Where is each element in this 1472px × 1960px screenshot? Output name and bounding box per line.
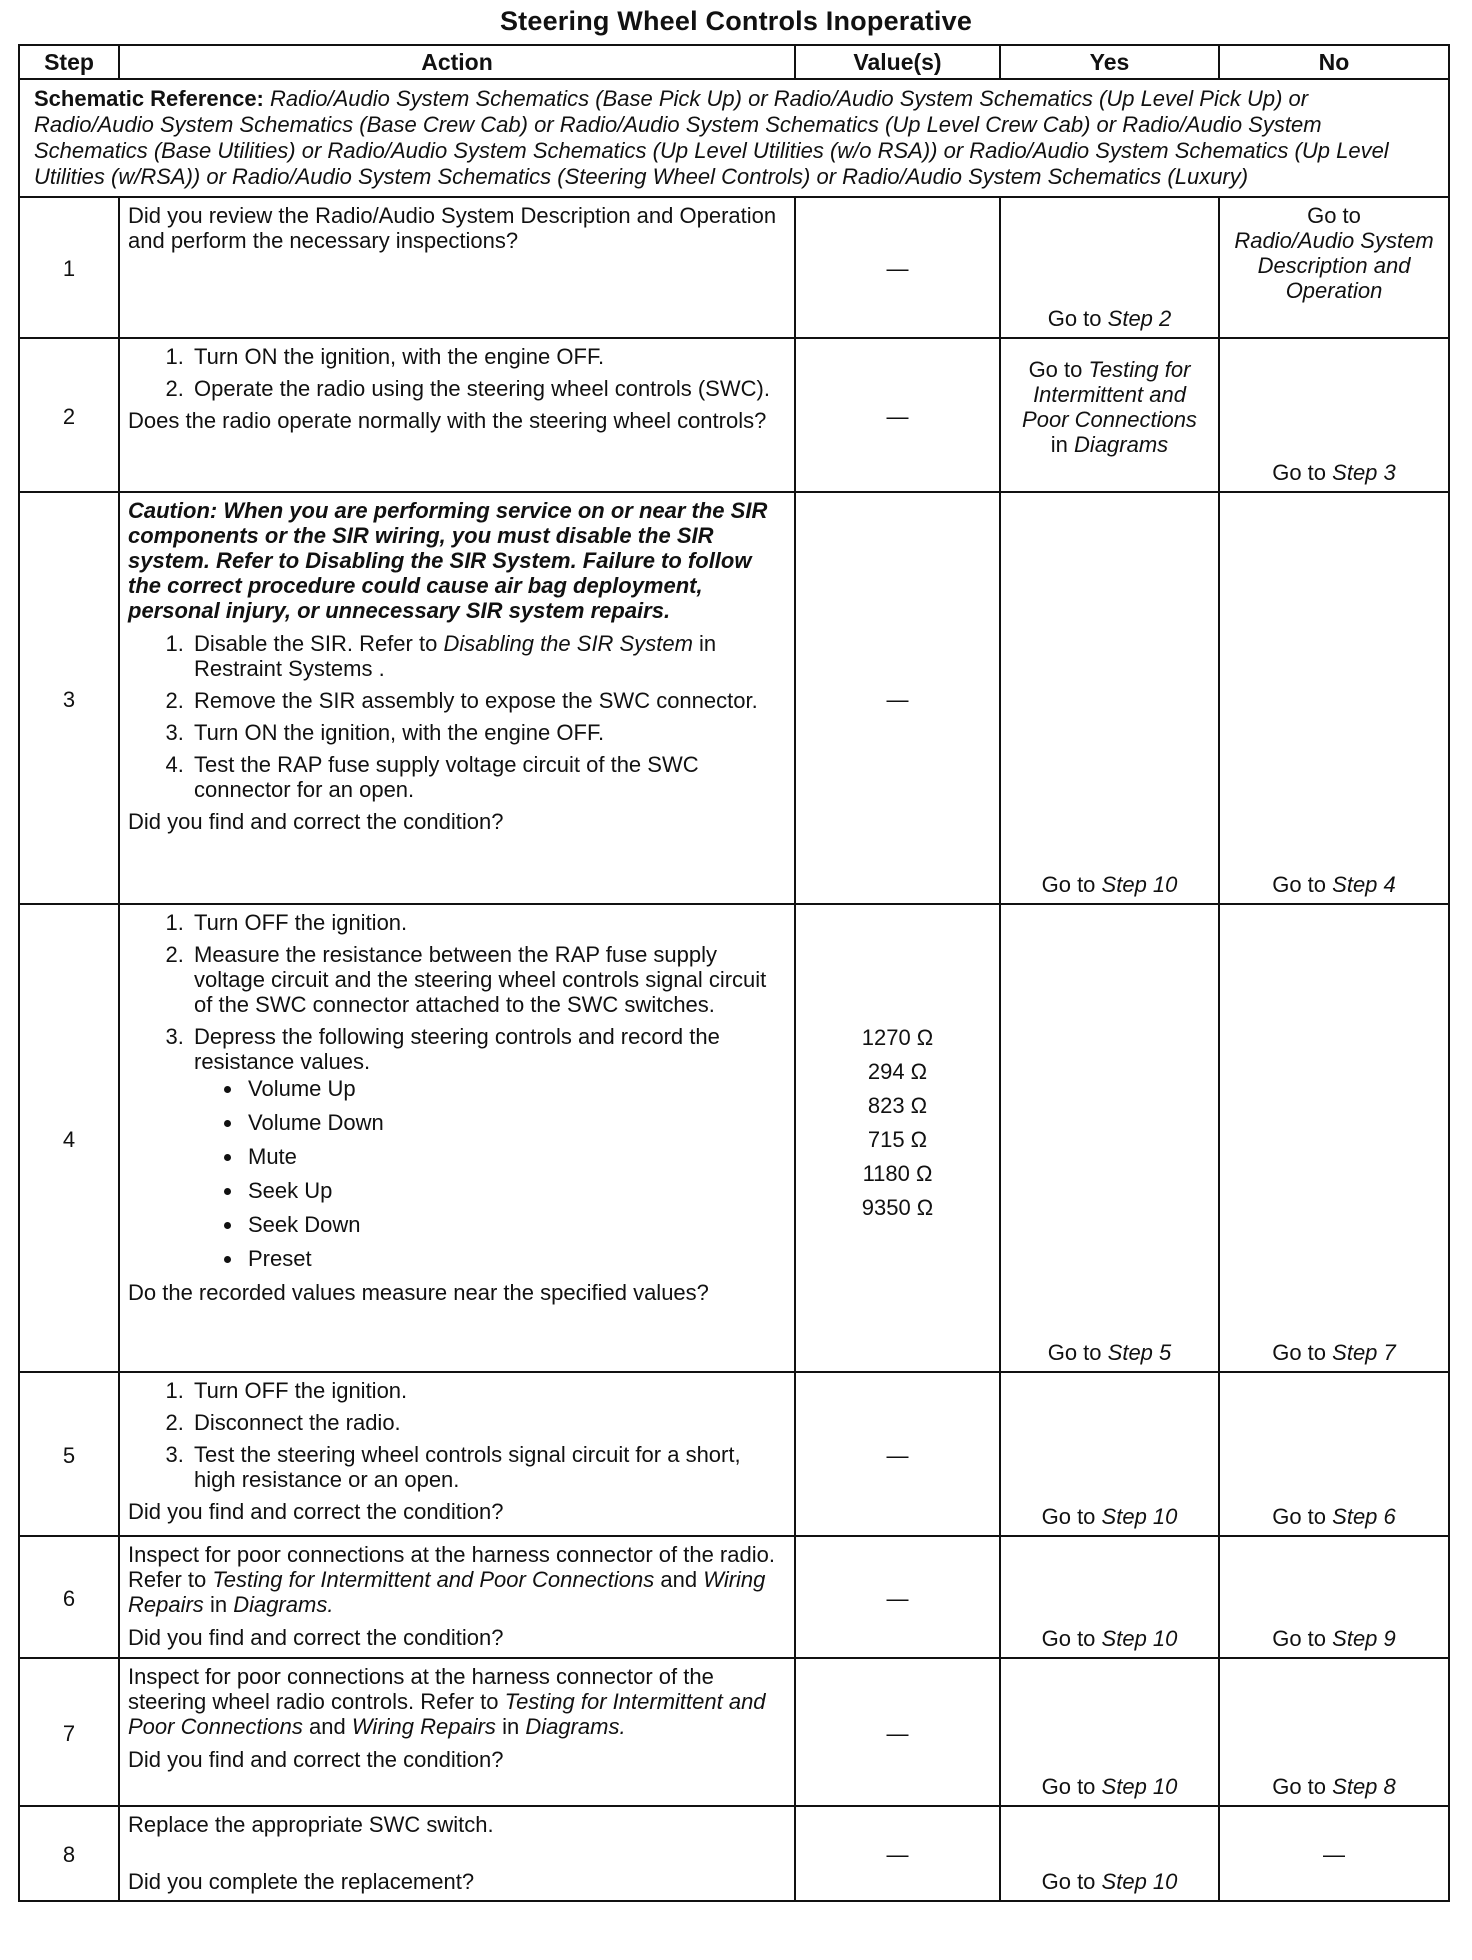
go-to-label: Go to <box>1272 1340 1327 1365</box>
instruction-text: Inspect for poor connections at the harness connector of the radio. Refer to <box>128 1542 775 1592</box>
step-question: Did you find and correct the condition? <box>128 1625 504 1650</box>
no-link[interactable]: Step 4 <box>1332 872 1396 897</box>
list-item: 1. Turn OFF the ignition. <box>190 1378 786 1403</box>
yes-link[interactable]: Step 10 <box>1101 872 1178 897</box>
step-row-2 <box>19 338 1449 492</box>
no-cell <box>1219 492 1449 904</box>
yes-link[interactable]: Step 10 <box>1101 1626 1178 1651</box>
no-cell <box>1219 197 1449 338</box>
control-item: • Seek Down <box>244 1212 786 1237</box>
list-item: 3. Turn ON the ignition, with the engine OFF. <box>190 720 786 745</box>
schematic-reference-row <box>19 79 1449 197</box>
yes-link[interactable]: Step 2 <box>1107 306 1172 331</box>
step-question: Do the recorded values measure near the specified values? <box>128 1280 709 1305</box>
step-list <box>128 910 786 1271</box>
instruction-text: in <box>502 1714 520 1739</box>
step-question: Did you complete the replacement? <box>128 1869 475 1894</box>
no-link[interactable]: Step 6 <box>1332 1504 1396 1529</box>
list-item-text: in Restraint Systems . <box>194 631 717 681</box>
resistance-value: 715 Ω <box>867 1127 928 1152</box>
yes-cell <box>1000 338 1219 492</box>
yes-link[interactable]: Step 10 <box>1101 1869 1178 1894</box>
schematic-reference-text: Radio/Audio System Schematics (Base Pick Up) or Radio/Audio System Schematics (Up Level Pick Up) or Radio/Audio System Schematics (Base Crew Cab) or Radio/Audio System Schematics (Up Level Crew Cab) or Radio/Audio System Schematics (Base Utilities) or Radio/Audio System Schematics (Up Level Utilities (w/o RSA)) or Radio/Audio System Schematics (Up Level Utilities (w/RSA)) or Radio/Audio System Schematics (Steering Wheel Controls) or Radio/Audio System Schematics (Luxury) <box>34 86 1389 189</box>
no-link[interactable]: Step 7 <box>1332 1340 1396 1365</box>
header-step: Step <box>19 45 119 79</box>
list-item: 3. Test the steering wheel controls signal circuit for a short, high resistance or an open. <box>190 1442 786 1492</box>
step-row-3 <box>19 492 1449 904</box>
step-row-8 <box>19 1806 1449 1901</box>
go-to-label: Go to <box>1041 872 1096 897</box>
step-instruction: Replace the appropriate SWC switch. <box>128 1812 494 1837</box>
step-action <box>119 338 795 492</box>
no-link[interactable]: Step 9 <box>1332 1626 1396 1651</box>
go-to-label: Go to <box>1041 1869 1096 1894</box>
page-title: Steering Wheel Controls Inoperative <box>499 6 973 36</box>
yes-cell <box>1000 197 1219 338</box>
step-number: 4 <box>19 904 119 1372</box>
step-value: — <box>795 1536 1000 1658</box>
yes-link[interactable]: Step 10 <box>1101 1504 1178 1529</box>
no-cell <box>1219 1372 1449 1536</box>
diagnostic-table <box>18 44 1450 1902</box>
go-to-label: Go to <box>1047 306 1102 331</box>
yes-cell <box>1000 1372 1219 1536</box>
list-item-link[interactable]: Disabling the SIR System <box>443 631 693 656</box>
step-number: 8 <box>19 1806 119 1901</box>
step-action <box>119 197 795 338</box>
no-cell <box>1219 1658 1449 1806</box>
list-item: 1. Turn ON the ignition, with the engine OFF. <box>190 344 786 369</box>
no-cell: — <box>1219 1806 1449 1901</box>
step-value: — <box>795 1658 1000 1806</box>
step-action <box>119 1536 795 1658</box>
step-row-6 <box>19 1536 1449 1658</box>
step-value: — <box>795 1372 1000 1536</box>
no-cell <box>1219 1536 1449 1658</box>
resistance-values <box>795 904 1000 1372</box>
header-row <box>19 45 1449 79</box>
list-item <box>190 631 786 681</box>
resistance-value: 1180 Ω <box>862 1161 933 1186</box>
yes-cell <box>1000 904 1219 1372</box>
step-value: — <box>795 338 1000 492</box>
list-item: 2. Measure the resistance between the RAP fuse supply voltage circuit and the steering wheel controls signal circuit of the SWC connector attached to the SWC switches. <box>190 942 786 1017</box>
yes-cell <box>1000 492 1219 904</box>
go-to-label: Go to <box>1041 1504 1096 1529</box>
step-question: Did you find and correct the condition? <box>128 809 504 834</box>
step-action <box>119 904 795 1372</box>
step-row-4 <box>19 904 1449 1372</box>
step-instruction <box>128 1664 786 1739</box>
control-item: • Volume Down <box>244 1110 786 1135</box>
step-list <box>128 631 786 802</box>
go-to-label: Go to <box>1041 1626 1096 1651</box>
instruction-text: and <box>309 1714 346 1739</box>
instruction-text: in <box>209 1592 228 1617</box>
step-question: Did you find and correct the condition? <box>128 1499 504 1524</box>
list-item: 2. Remove the SIR assembly to expose the SWC connector. <box>190 688 786 713</box>
step-number: 6 <box>19 1536 119 1658</box>
list-item <box>190 1024 786 1271</box>
schematic-reference <box>19 79 1449 197</box>
step-action <box>119 1806 795 1901</box>
resistance-value: 823 Ω <box>867 1093 928 1118</box>
step-row-7 <box>19 1658 1449 1806</box>
control-item: • Seek Up <box>244 1178 786 1203</box>
step-number: 2 <box>19 338 119 492</box>
yes-link[interactable]: Step 10 <box>1101 1774 1178 1799</box>
instruction-text: and <box>660 1567 698 1592</box>
step-list <box>128 344 786 401</box>
schematic-reference-label: Schematic Reference: <box>34 86 264 111</box>
no-link[interactable]: Step 3 <box>1332 460 1396 485</box>
step-number: 1 <box>19 197 119 338</box>
header-yes: Yes <box>1000 45 1219 79</box>
step-number: 5 <box>19 1372 119 1536</box>
go-to-label: Go to <box>1272 1504 1327 1529</box>
caution-text: Caution: When you are performing service on or near the SIR components or the SIR wiring, you must disable the SIR system. Refer to Disabling the SIR System. Failure to follow the correct procedure could cause air bag deployment, personal injury, or unnecessary SIR system repairs. <box>128 498 768 623</box>
yes-cell <box>1000 1658 1219 1806</box>
go-to-label: Go to <box>1272 460 1327 485</box>
no-cell <box>1219 338 1449 492</box>
no-link[interactable]: Step 8 <box>1332 1774 1396 1799</box>
go-to-label: Go to <box>1041 1774 1096 1799</box>
step-list <box>128 1378 786 1492</box>
header-no: No <box>1219 45 1449 79</box>
step-row-5 <box>19 1372 1449 1536</box>
go-to-label: Go to <box>1272 1626 1327 1651</box>
step-action <box>119 492 795 904</box>
control-list <box>194 1076 786 1271</box>
go-to-label: Go to <box>1047 1340 1102 1365</box>
list-item-text: Depress the following steering controls and record the resistance values. <box>194 1024 720 1074</box>
yes-link[interactable]: Step 5 <box>1107 1340 1172 1365</box>
instruction-text: Inspect for poor connections at the harness connector of the steering wheel radio controls. Refer to <box>128 1664 714 1714</box>
go-to-label: Go to <box>1307 203 1361 228</box>
in-label: in <box>1050 432 1068 457</box>
instruction-link[interactable]: Diagrams. <box>525 1714 626 1739</box>
instruction-link[interactable]: Wiring Repairs <box>351 1714 496 1739</box>
control-item: • Mute <box>244 1144 786 1169</box>
list-item: 1. Turn OFF the ignition. <box>190 910 786 935</box>
yes-cell <box>1000 1536 1219 1658</box>
step-action <box>119 1658 795 1806</box>
step-value: — <box>795 492 1000 904</box>
step-instruction <box>128 1542 786 1617</box>
instruction-link[interactable]: Diagrams. <box>233 1592 334 1617</box>
step-number: 7 <box>19 1658 119 1806</box>
go-to-label: Go to <box>1028 357 1083 382</box>
no-cell <box>1219 904 1449 1372</box>
yes-link[interactable]: Testing for Intermittent and Poor Connections <box>1022 357 1197 432</box>
resistance-value: 9350 Ω <box>861 1195 934 1220</box>
yes-cell <box>1000 1806 1219 1901</box>
step-question: Did you find and correct the condition? <box>128 1747 504 1772</box>
list-item-text: Disable the SIR. Refer to <box>194 631 438 656</box>
step-question: Does the radio operate normally with the steering wheel controls? <box>128 408 767 433</box>
yes-link-doc[interactable]: Diagrams <box>1074 432 1169 457</box>
no-link[interactable]: Radio/Audio System Description and Operation <box>1234 228 1434 303</box>
instruction-link[interactable]: Wiring Repairs <box>128 1567 766 1617</box>
list-item: 4. Test the RAP fuse supply voltage circuit of the SWC connector for an open. <box>190 752 786 802</box>
control-item: • Preset <box>244 1246 786 1271</box>
resistance-value: 294 Ω <box>867 1059 928 1084</box>
list-item: 2. Operate the radio using the steering wheel controls (SWC). <box>190 376 786 401</box>
step-row-1 <box>19 197 1449 338</box>
instruction-link[interactable]: Testing for Intermittent and Poor Connections <box>212 1567 655 1592</box>
step-number: 3 <box>19 492 119 904</box>
list-item: 2. Disconnect the radio. <box>190 1410 786 1435</box>
header-values: Value(s) <box>795 45 1000 79</box>
step-action <box>119 1372 795 1536</box>
header-action: Action <box>119 45 795 79</box>
step-value: — <box>795 1806 1000 1901</box>
control-item: • Volume Up <box>244 1076 786 1101</box>
go-to-label: Go to <box>1272 872 1327 897</box>
instruction-link[interactable]: Testing for Intermittent and Poor Connections <box>128 1689 766 1739</box>
step-value: — <box>795 197 1000 338</box>
go-to-label: Go to <box>1272 1774 1327 1799</box>
resistance-value: 1270 Ω <box>861 1025 934 1050</box>
step-question: Did you review the Radio/Audio System Description and Operation and perform the necessary inspections? <box>128 203 777 253</box>
